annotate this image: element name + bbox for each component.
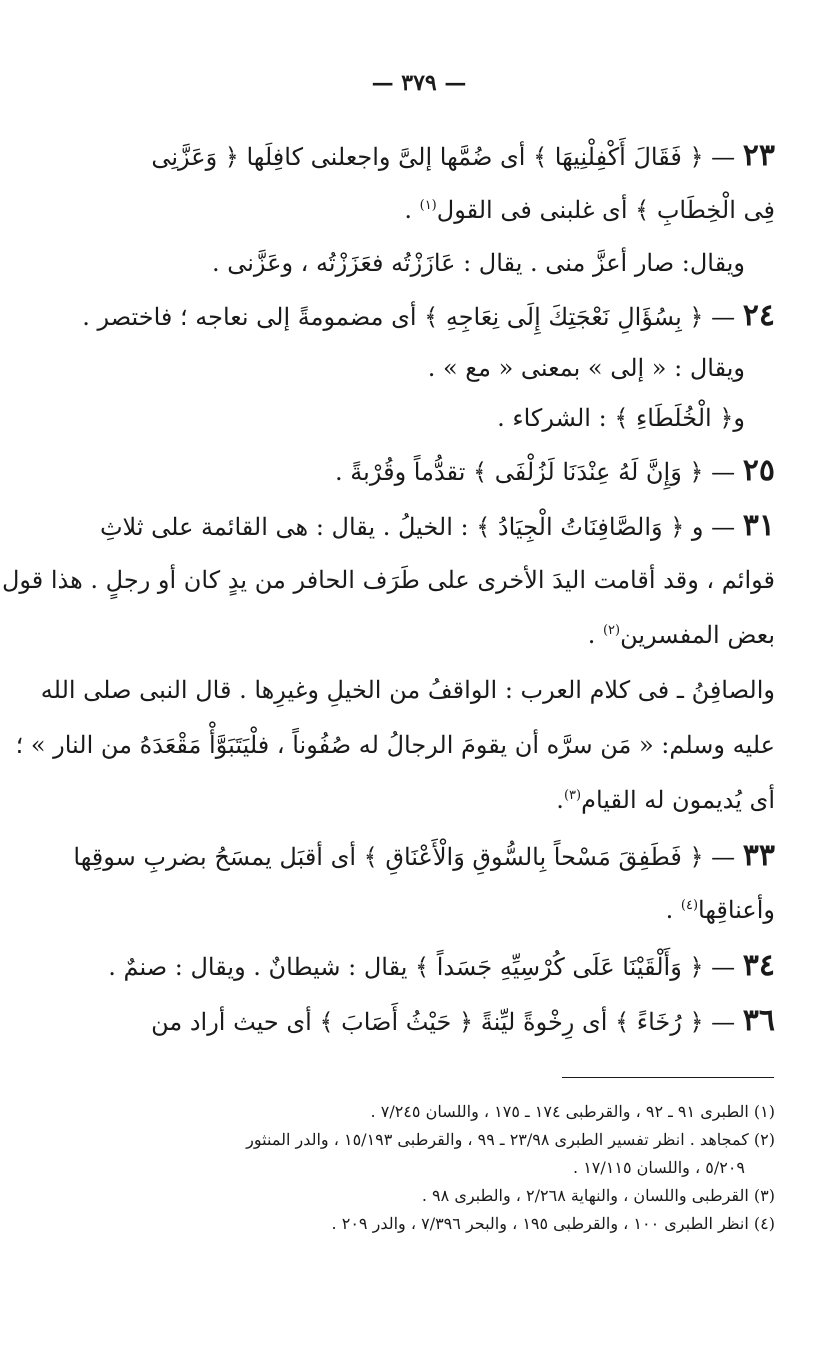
footnote-2-continued: ٥/٢٠٩ ، واللسان ١٧/١١٥ . xyxy=(573,1158,745,1177)
text-line-verse-23 xyxy=(100,128,775,183)
footnote-2: (٢) كمجاهد . انظر تفسير الطبرى ٢٣/٩٨ ـ ٩٩ ، والقرطبى ١٥/١٩٣ ، والدر المنثور xyxy=(246,1130,775,1149)
footnote-ref: (٢) xyxy=(602,623,621,638)
text-line-verse-33 xyxy=(73,828,775,883)
main-text xyxy=(1,128,775,1048)
verse-number: ٢٤ xyxy=(742,298,775,333)
line-tail: . xyxy=(587,621,603,649)
line-text: عليه وسلم: « مَن سرَّه أن يقومَ الرجالُ له صُفُوناً ، فلْيَتَبَوَّأْ مَقْعَدَهُ من النار » ؛ xyxy=(15,731,775,759)
footnote-ref: (٤) xyxy=(680,898,699,913)
line-text: — و ﴿ وَالصَّافِنَاتُ الْجِيَادُ ﴾ : الخيلُ . يقال : هى القائمة على ثلاثِ xyxy=(99,513,743,541)
line-text: أى يُديمون له القيام xyxy=(581,786,775,814)
text-line xyxy=(1,553,775,608)
text-line xyxy=(100,883,775,938)
line-text: والصافِنُ ـ فى كلام العرب : الواقفُ من الخيلِ وغيرِها . قال النبى صلى الله xyxy=(40,676,775,704)
line-text: و﴿ الْخُلَطَاءِ ﴾ : الشركاء . xyxy=(497,404,745,432)
footnote-4: (٤) انظر الطبرى ١٠٠ ، والقرطبى ١٩٥ ، والبحر ٧/٣٩٦ ، والدر ٢٠٩ . xyxy=(331,1214,775,1233)
line-tail: . xyxy=(404,196,420,224)
line-text: ويقال: صار أعزَّ منى . يقال : عَازَزْتُه فعَزَزْتُه ، وعَزَّنى . xyxy=(211,249,745,277)
line-text: — ﴿ بِسُؤَالِ نَعْجَتِكَ إِلَى نِعَاجِهِ ﴾ أى مضمومةً إلى نعاجه ؛ فاختصر . xyxy=(82,303,743,331)
text-line xyxy=(15,718,775,773)
verse-number: ٣٣ xyxy=(742,838,775,873)
text-line-verse-24 xyxy=(82,288,775,343)
verse-number: ٢٥ xyxy=(742,453,775,488)
text-line-verse-31 xyxy=(100,498,775,553)
text-line xyxy=(100,608,775,663)
line-tail: . xyxy=(556,786,564,814)
line-text: — ﴿ وَأَلْقَيْنَا عَلَى كُرْسِيِّهِ جَسَداً ﴾ يقال : شيطانٌ . ويقال : صنمٌ . xyxy=(108,953,743,981)
verse-number: ٣١ xyxy=(742,508,775,543)
text-line-verse-36 xyxy=(100,993,775,1048)
page-number: — ٣٧٩ — xyxy=(371,70,467,96)
line-tail: . xyxy=(665,896,681,924)
text-line xyxy=(100,343,775,393)
footnotes xyxy=(95,1098,775,1238)
line-text: — ﴿ فَطَفِقَ مَسْحاً بِالسُّوقِ وَالْأَعْنَاقِ ﴾ أى أقبَل يمسَحُ بضربِ سوقِها xyxy=(73,843,743,871)
text-line-verse-25 xyxy=(100,443,775,498)
line-text: بعض المفسرين xyxy=(620,621,775,649)
verse-number: ٣٦ xyxy=(742,1003,775,1038)
line-text: — ﴿ رُخَاءً ﴾ أى رِخْوةً ليِّنةً ﴿ حَيْثُ أَصَابَ ﴾ أى حيث أراد من xyxy=(151,1008,743,1036)
verse-number: ٣٤ xyxy=(742,948,775,983)
footnote-ref: (٣) xyxy=(563,788,582,803)
text-line xyxy=(100,773,775,828)
line-text: فِى الْخِطَابِ ﴾ أى غلبنى فى القول xyxy=(436,196,775,224)
line-text: — ﴿ فَقَالَ أَكْفِلْنِيهَا ﴾ أى ضُمَّها إلىَّ واجعلنى كافِلَها ﴿ وَعَزَّنِى xyxy=(151,143,743,171)
verse-number: ٢٣ xyxy=(742,138,775,173)
line-text: ويقال : « إلى » بمعنى « مع » . xyxy=(427,354,745,382)
footnote-ref: (١) xyxy=(419,198,437,213)
text-line-verse-34 xyxy=(100,938,775,993)
text-line xyxy=(100,393,775,443)
footnote-1: (١) الطبرى ٩١ ـ ٩٢ ، والقرطبى ١٧٤ ـ ١٧٥ ، واللسان ٧/٢٤٥ . xyxy=(370,1102,775,1121)
footnote-divider xyxy=(562,1077,774,1078)
text-line xyxy=(100,183,775,238)
line-text: — ﴿ وَإِنَّ لَهُ عِنْدَنَا لَزُلْفَى ﴾ تقدُّماً وقُرْبةً . xyxy=(335,458,743,486)
text-line xyxy=(40,663,775,718)
line-text: وأعناقِها xyxy=(698,896,775,924)
text-line xyxy=(100,238,775,288)
footnote-3: (٣) القرطبى واللسان ، والنهاية ٢/٢٦٨ ، والطبرى ٩٨ . xyxy=(421,1186,775,1205)
line-text: قوائم ، وقد أقامت اليدَ الأخرى على طَرَف الحافر من يدٍ كان أو رجلٍ . هذا قول xyxy=(1,566,775,594)
